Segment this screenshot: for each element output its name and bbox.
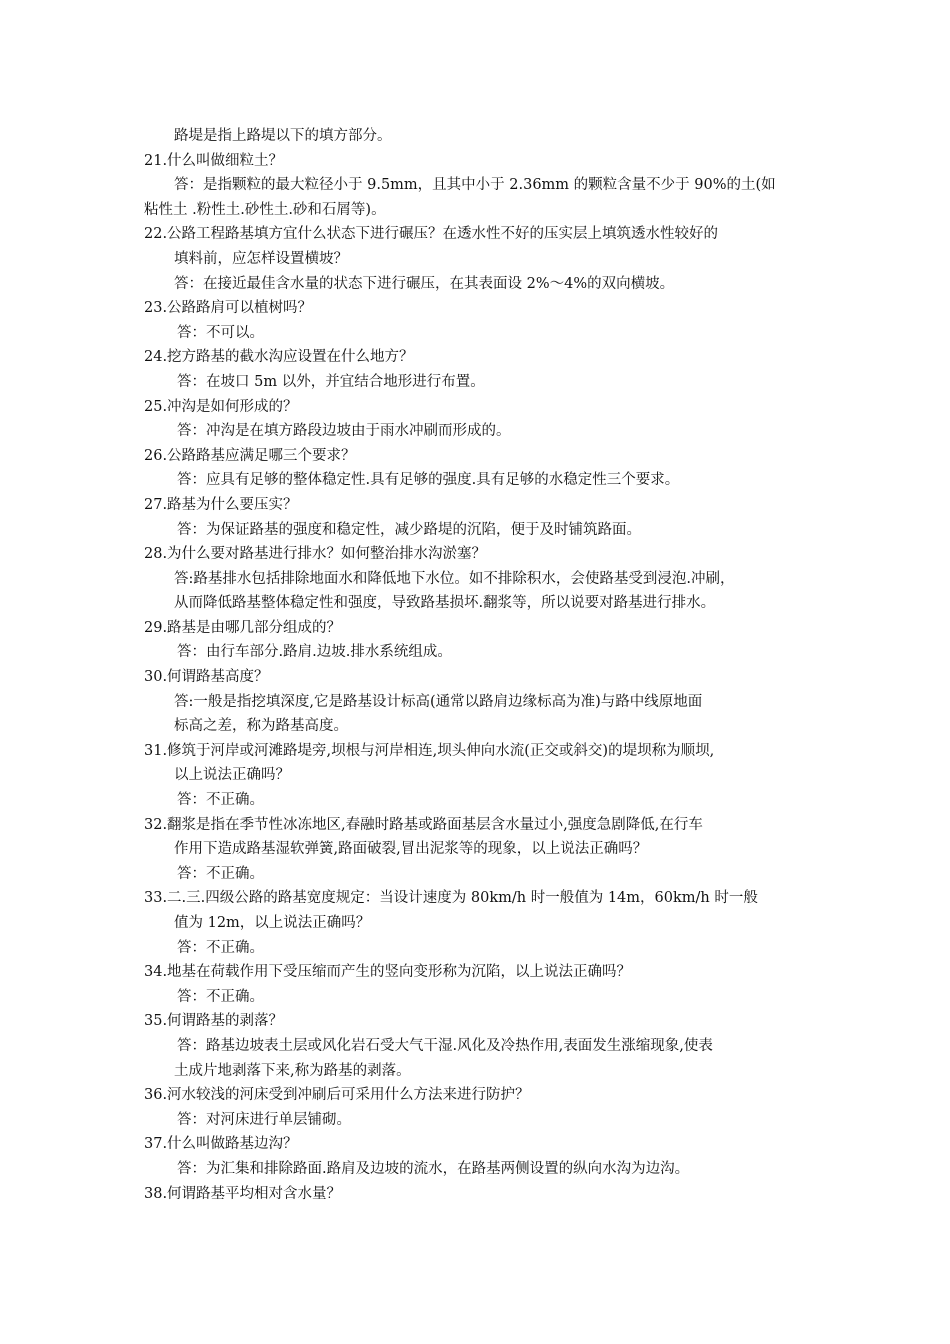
question-line: 38.何谓路基平均相对含水量？ (144, 1185, 342, 1202)
question-line: 23.公路路肩可以植树吗？ (144, 300, 313, 317)
question-line: 34.地基在荷载作用下受压缩而产生的竖向变形称为沉陷，以上说法正确吗？ (144, 964, 632, 981)
continuation-line: 以上说法正确吗？ (174, 767, 290, 784)
question-line: 27.路基为什么要压实？ (144, 496, 298, 513)
answer-line: 答:一般是指挖填深度,它是路基设计标高(通常以路肩边缘标高为准)与路中线原地面 (174, 693, 703, 710)
answer-line: 答：为保证路基的强度和稳定性，减少路堤的沉陷，便于及时铺筑路面。 (177, 521, 641, 538)
answer-line: 答：不正确。 (177, 792, 264, 809)
continuation-line: 作用下造成路基湿软弹簧,路面破裂,冒出泥浆等的现象，以上说法正确吗？ (174, 841, 648, 858)
answer-line: 答：在接近最佳含水量的状态下进行碾压，在其表面设 2%～4%的双向横坡。 (174, 275, 675, 292)
question-line: 33.二.三.四级公路的路基宽度规定：当设计速度为 80km/h 时一般值为 14m，60km/h 时一般 (144, 890, 758, 907)
question-line: 35.何谓路基的剥落？ (144, 1013, 284, 1030)
continuation-line: 从而降低路基整体稳定性和强度，导致路基损坏.翻浆等，所以说要对路基进行排水。 (174, 595, 716, 612)
answer-line: 答：是指颗粒的最大粒径小于 9.5mm，且其中小于 2.36mm 的颗粒含量不少于 90%的土(如 (174, 177, 776, 194)
answer-line: 答：由行车部分.路肩.边坡.排水系统组成。 (177, 644, 452, 661)
question-line: 30.何谓路基高度？ (144, 669, 269, 686)
question-line: 25.冲沟是如何形成的？ (144, 398, 298, 415)
continuation-line: 标高之差，称为路基高度。 (174, 718, 348, 735)
continuation-line: 填料前，应怎样设置横坡？ (174, 250, 348, 267)
continuation-line: 粘性土 .粉性土.砂性土.砂和石屑等)。 (144, 201, 386, 218)
question-line: 37.什么叫做路基边沟？ (144, 1136, 298, 1153)
answer-line: 答：对河床进行单层铺砌。 (177, 1111, 351, 1128)
answer-line: 答:路基排水包括排除地面水和降低地下水位。如不排除积水，会使路基受到浸泡.冲刷， (174, 570, 735, 587)
answer-line: 答：在坡口 5m 以外，并宜结合地形进行布置。 (177, 373, 485, 390)
answer-line: 答：不正确。 (177, 988, 264, 1005)
question-line: 28.为什么要对路基进行排水？如何整治排水沟淤塞？ (144, 546, 487, 563)
answer-line: 答：不正确。 (177, 865, 264, 882)
answer-line: 答：冲沟是在填方路段边坡由于雨水冲刷而形成的。 (177, 423, 511, 440)
question-line: 22.公路工程路基填方宜什么状态下进行碾压？在透水性不好的压实层上填筑透水性较好的 (144, 226, 719, 243)
continuation-line: 土成片地剥落下来,称为路基的剥落。 (174, 1062, 411, 1079)
answer-line: 答：不正确。 (177, 939, 264, 956)
answer-line: 答：为汇集和排除路面.路肩及边坡的流水，在路基两侧设置的纵向水沟为边沟。 (177, 1160, 690, 1177)
question-line: 26.公路路基应满足哪三个要求？ (144, 447, 356, 464)
answer-line: 答：路基边坡表土层或风化岩石受大气干湿.风化及冷热作用,表面发生涨缩现象,使表 (177, 1037, 713, 1054)
question-line: 31.修筑于河岸或河滩路堤旁,坝根与河岸相连,坝头伸向水流(正交或斜交)的堤坝称为顺坝, (144, 742, 715, 759)
answer-line: 答：不可以。 (177, 324, 264, 341)
question-line: 29.路基是由哪几部分组成的？ (144, 619, 342, 636)
continuation-line: 路堤是指上路堤以下的填方部分。 (174, 128, 392, 144)
question-line: 24.挖方路基的截水沟应设置在什么地方？ (144, 349, 414, 366)
question-line: 36.河水较浅的河床受到冲刷后可采用什么方法来进行防护？ (144, 1087, 530, 1104)
question-line: 21.什么叫做细粒土？ (144, 152, 284, 169)
question-line: 32.翻浆是指在季节性冰冻地区,春融时路基或路面基层含水量过小,强度急剧降低,在行车 (144, 816, 703, 833)
document-body (144, 124, 812, 1206)
continuation-line: 值为 12m，以上说法正确吗？ (174, 915, 371, 931)
answer-line: 答：应具有足够的整体稳定性.具有足够的强度.具有足够的水稳定性三个要求。 (177, 472, 680, 489)
